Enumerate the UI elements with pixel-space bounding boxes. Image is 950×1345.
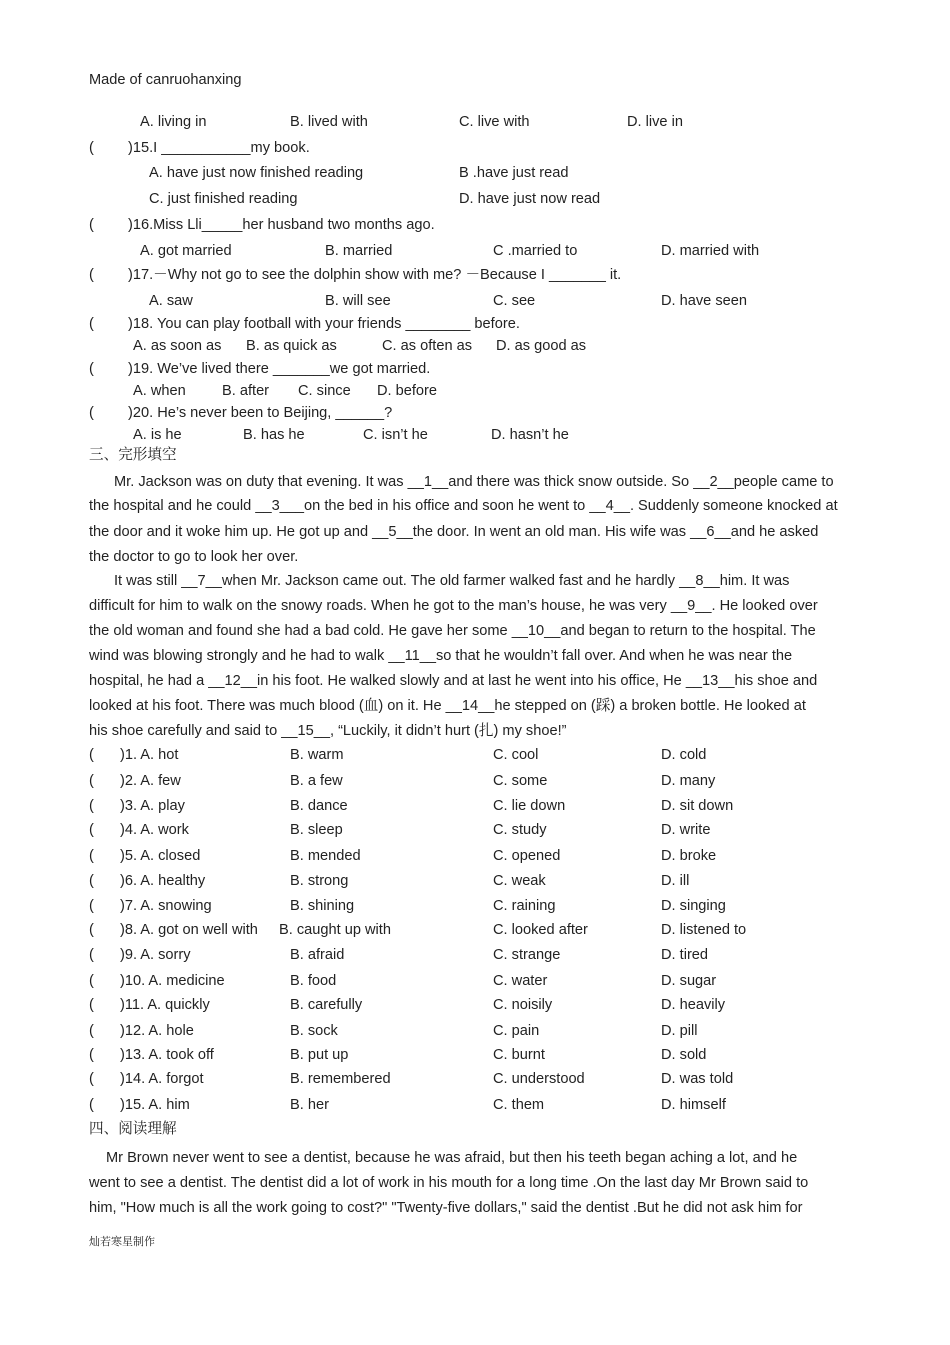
option-b: B. sock bbox=[290, 1023, 338, 1039]
option-c: C .married to bbox=[493, 243, 578, 259]
option-a: )4. A. work bbox=[120, 822, 189, 838]
question-text: )16.Miss Lli_____her husband two months ago. bbox=[128, 217, 435, 233]
question-text: )20. He’s never been to Beijing, ______? bbox=[128, 405, 393, 421]
option-b: B. dance bbox=[290, 798, 348, 814]
option-b: B .have just read bbox=[459, 165, 569, 181]
answer-paren: ( bbox=[89, 922, 94, 938]
option-a: )2. A. few bbox=[120, 773, 181, 789]
option-c: C. opened bbox=[493, 848, 561, 864]
option-c: C. since bbox=[298, 383, 351, 399]
option-d: D. sold bbox=[661, 1047, 707, 1063]
option-a: )8. A. got on well with bbox=[120, 922, 258, 938]
answer-paren: ( bbox=[89, 1047, 94, 1063]
option-a: )5. A. closed bbox=[120, 848, 201, 864]
option-c: C. noisily bbox=[493, 997, 553, 1013]
option-b: B. as quick as bbox=[246, 338, 337, 354]
answer-paren: ( bbox=[89, 405, 94, 421]
option-c: C. isn’t he bbox=[363, 427, 428, 443]
cloze-line: his shoe carefully and said to __15__, “Luckily, it didn’t hurt (扎) my shoe!” bbox=[89, 723, 567, 739]
cloze-line: It was still __7__when Mr. Jackson came out. The old farmer walked fast and he hardly __8__him. It was bbox=[114, 573, 790, 589]
option-c: C. as often as bbox=[382, 338, 473, 354]
option-d: D. many bbox=[661, 773, 716, 789]
option-a: )14. A. forgot bbox=[120, 1071, 204, 1087]
page-header: Made of canruohanxing bbox=[89, 72, 242, 88]
option-d: D. ill bbox=[661, 873, 690, 889]
option-c: C. understood bbox=[493, 1071, 585, 1087]
option-b: B. sleep bbox=[290, 822, 343, 838]
option-c: C. raining bbox=[493, 898, 556, 914]
option-d: D. cold bbox=[661, 747, 707, 763]
option-a: A. have just now finished reading bbox=[149, 165, 364, 181]
reading-line: went to see a dentist. The dentist did a lot of work in his mouth for a long time .On the last day Mr Brown said to bbox=[89, 1175, 809, 1191]
option-b: B. carefully bbox=[290, 997, 363, 1013]
cloze-line: the old woman and found she had a bad cold. He gave her some __10__and began to return to the hospital. The bbox=[89, 623, 816, 639]
option-c: C. study bbox=[493, 822, 547, 838]
section-3-title: 三、完形填空 bbox=[89, 447, 177, 463]
cloze-line: hospital, he had a __12__in his foot. He walked slowly and at last he went into his office, He __13__his shoe and bbox=[89, 673, 818, 689]
question-text: )18. You can play football with your friends ________ before. bbox=[128, 316, 520, 332]
answer-paren: ( bbox=[89, 217, 94, 233]
option-d: D. listened to bbox=[661, 922, 747, 938]
option-c: C. just finished reading bbox=[149, 191, 298, 207]
cloze-line: the door and it woke him up. He got up and __5__the door. In went an old man. His wife was __6__and he asked bbox=[89, 524, 819, 540]
cloze-line: difficult for him to walk on the snowy roads. When he got to the man’s house, he was very __9__. He looked over bbox=[89, 598, 818, 614]
option-b: B. food bbox=[290, 973, 337, 989]
option-d: D. was told bbox=[661, 1071, 734, 1087]
cloze-line: the doctor to go to look her over. bbox=[89, 549, 299, 565]
option-b: B. a few bbox=[290, 773, 343, 789]
option-c: C. strange bbox=[493, 947, 561, 963]
option-c: C. see bbox=[493, 293, 536, 309]
answer-paren: ( bbox=[89, 1097, 94, 1113]
option-b: B. put up bbox=[290, 1047, 349, 1063]
answer-paren: ( bbox=[89, 316, 94, 332]
option-b: B. her bbox=[290, 1097, 329, 1113]
option-a: )6. A. healthy bbox=[120, 873, 206, 889]
answer-paren: ( bbox=[89, 947, 94, 963]
option-b: B. remembered bbox=[290, 1071, 391, 1087]
option-d: D. tired bbox=[661, 947, 709, 963]
option-d: D. live in bbox=[627, 114, 683, 130]
option-d: D. himself bbox=[661, 1097, 726, 1113]
option-a: A. living in bbox=[140, 114, 207, 130]
option-a: )3. A. play bbox=[120, 798, 185, 814]
option-d: D. broke bbox=[661, 848, 717, 864]
option-a: )12. A. hole bbox=[120, 1023, 194, 1039]
option-d: D. write bbox=[661, 822, 711, 838]
option-c: C. live with bbox=[459, 114, 530, 130]
answer-paren: ( bbox=[89, 1023, 94, 1039]
answer-paren: ( bbox=[89, 997, 94, 1013]
option-c: C. cool bbox=[493, 747, 539, 763]
option-c: C. weak bbox=[493, 873, 546, 889]
option-c: C. water bbox=[493, 973, 548, 989]
option-c: C. burnt bbox=[493, 1047, 545, 1063]
option-b: B. mended bbox=[290, 848, 361, 864]
cloze-line: the hospital and he could __3___on the bed in his office and soon he went to __4__. Suddenly someone knocked at bbox=[89, 498, 838, 514]
option-a: A. saw bbox=[149, 293, 193, 309]
reading-line: Mr Brown never went to see a dentist, because he was afraid, but then his teeth began aching a lot, and he bbox=[106, 1150, 798, 1166]
option-b: B. caught up with bbox=[279, 922, 391, 938]
option-d: D. sit down bbox=[661, 798, 734, 814]
option-d: D. sugar bbox=[661, 973, 717, 989]
option-a: A. is he bbox=[133, 427, 182, 443]
cloze-line: wind was blowing strongly and he had to walk __11__so that he wouldn’t fall over. And when he was near the bbox=[89, 648, 793, 664]
option-c: C. lie down bbox=[493, 798, 566, 814]
question-text: )17.－Why not go to see the dolphin show with me? －Because I _______ it. bbox=[128, 267, 622, 283]
option-a: )9. A. sorry bbox=[120, 947, 191, 963]
answer-paren: ( bbox=[89, 140, 94, 156]
option-d: D. singing bbox=[661, 898, 726, 914]
option-c: C. some bbox=[493, 773, 548, 789]
option-a: A. when bbox=[133, 383, 186, 399]
option-b: B. warm bbox=[290, 747, 344, 763]
reading-line: him, "How much is all the work going to cost?" "Twenty-five dollars," said the dentist .But he did not ask him for bbox=[89, 1200, 803, 1216]
option-c: C. them bbox=[493, 1097, 545, 1113]
question-text: )15.I ___________my book. bbox=[128, 140, 310, 156]
cloze-line: looked at his foot. There was much blood (血) on it. He __14__he stepped on (踩) a broken bottle. He looked at bbox=[89, 698, 806, 714]
option-b: B. strong bbox=[290, 873, 349, 889]
answer-paren: ( bbox=[89, 898, 94, 914]
option-b: B. shining bbox=[290, 898, 355, 914]
option-b: B. has he bbox=[243, 427, 305, 443]
option-d: D. pill bbox=[661, 1023, 698, 1039]
option-a: )11. A. quickly bbox=[120, 997, 210, 1013]
option-d: D. heavily bbox=[661, 997, 726, 1013]
answer-paren: ( bbox=[89, 773, 94, 789]
answer-paren: ( bbox=[89, 973, 94, 989]
page-footer: 灿若寒星制作 bbox=[89, 1236, 155, 1248]
option-a: A. as soon as bbox=[133, 338, 222, 354]
option-b: B. afraid bbox=[290, 947, 345, 963]
cloze-line: Mr. Jackson was on duty that evening. It was __1__and there was thick snow outside. So __2__people came to bbox=[114, 474, 834, 490]
option-a: )15. A. him bbox=[120, 1097, 190, 1113]
answer-paren: ( bbox=[89, 848, 94, 864]
answer-paren: ( bbox=[89, 822, 94, 838]
answer-paren: ( bbox=[89, 361, 94, 377]
option-d: D. before bbox=[377, 383, 438, 399]
answer-paren: ( bbox=[89, 798, 94, 814]
option-d: D. have just now read bbox=[459, 191, 601, 207]
option-b: B. married bbox=[325, 243, 393, 259]
answer-paren: ( bbox=[89, 873, 94, 889]
answer-paren: ( bbox=[89, 267, 94, 283]
option-c: C. pain bbox=[493, 1023, 540, 1039]
option-d: D. hasn’t he bbox=[491, 427, 569, 443]
answer-paren: ( bbox=[89, 1071, 94, 1087]
option-b: B. lived with bbox=[290, 114, 368, 130]
option-b: B. will see bbox=[325, 293, 391, 309]
option-a: )7. A. snowing bbox=[120, 898, 212, 914]
section-4-title: 四、阅读理解 bbox=[89, 1121, 177, 1137]
question-text: )19. We’ve lived there _______we got married. bbox=[128, 361, 431, 377]
option-a: )1. A. hot bbox=[120, 747, 179, 763]
option-b: B. after bbox=[222, 383, 270, 399]
option-d: D. have seen bbox=[661, 293, 747, 309]
answer-paren: ( bbox=[89, 747, 94, 763]
option-a: A. got married bbox=[140, 243, 232, 259]
option-a: )13. A. took off bbox=[120, 1047, 214, 1063]
option-d: D. married with bbox=[661, 243, 760, 259]
option-a: )10. A. medicine bbox=[120, 973, 225, 989]
option-c: C. looked after bbox=[493, 922, 588, 938]
option-d: D. as good as bbox=[496, 338, 587, 354]
